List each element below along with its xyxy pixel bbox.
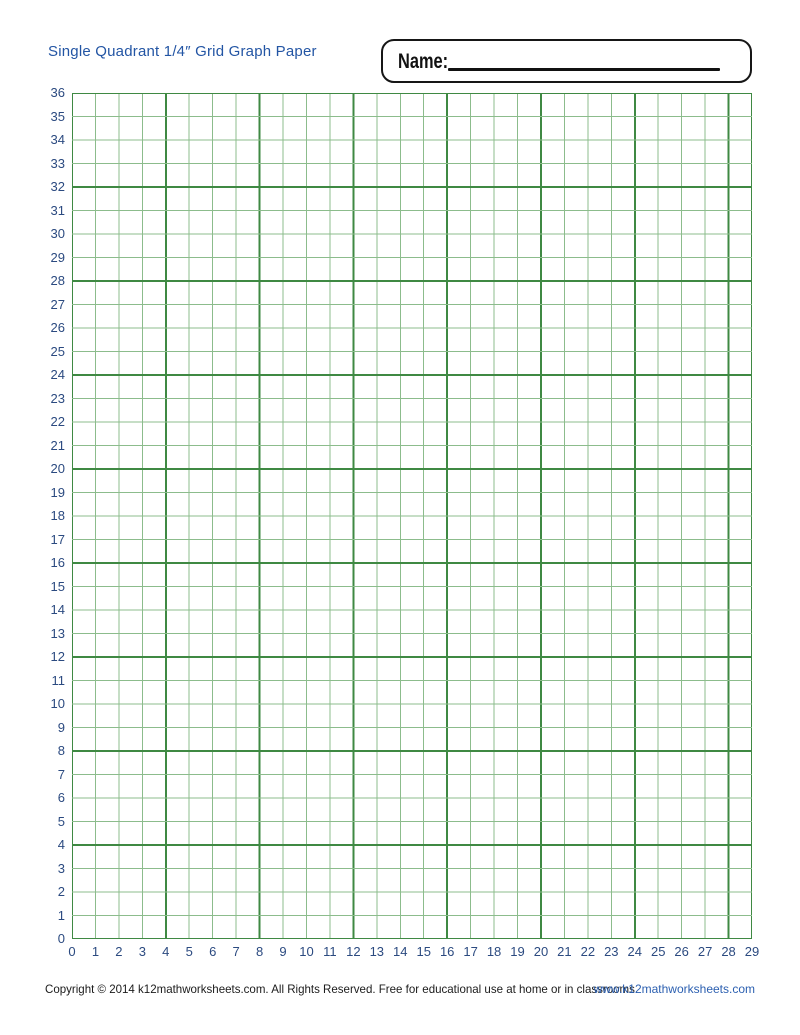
x-axis-label: 2	[115, 944, 123, 959]
y-axis-label: 28	[50, 273, 65, 288]
y-axis-label: 34	[50, 132, 65, 147]
x-axis-label: 17	[463, 944, 478, 959]
y-axis-label: 36	[50, 85, 65, 100]
x-axis-label: 15	[416, 944, 431, 959]
y-axis-label: 7	[57, 766, 65, 782]
y-axis-label: 32	[50, 179, 65, 194]
x-axis-label: 5	[185, 944, 193, 959]
y-axis-label: 17	[50, 531, 65, 547]
y-axis-label: 33	[50, 155, 65, 171]
x-axis-label: 29	[744, 944, 760, 959]
y-axis-label: 19	[50, 484, 65, 500]
y-axis-label: 26	[50, 320, 65, 335]
y-axis-label: 23	[50, 390, 65, 406]
x-axis-label: 9	[279, 944, 287, 959]
y-axis-label: 14	[50, 602, 65, 617]
y-axis-label: 10	[50, 696, 65, 711]
x-axis-label: 7	[232, 944, 240, 959]
x-axis-label: 21	[557, 944, 572, 959]
x-axis-label: 12	[346, 944, 361, 959]
x-axis-label: 6	[209, 944, 217, 959]
x-axis-label: 8	[255, 944, 264, 959]
x-axis-label: 4	[162, 944, 170, 959]
y-axis-label: 18	[50, 508, 65, 523]
x-axis-label: 0	[68, 944, 76, 959]
y-axis-label: 22	[50, 414, 65, 429]
name-label: Name:	[398, 50, 449, 73]
x-axis-label: 18	[486, 944, 502, 959]
y-axis-label: 29	[50, 249, 65, 265]
x-axis-label: 1	[91, 944, 100, 959]
x-axis-label: 27	[697, 944, 713, 959]
x-axis-label: 3	[138, 944, 146, 959]
name-box	[381, 39, 752, 83]
grid-svg	[72, 93, 752, 939]
y-axis-label: 1	[57, 907, 65, 923]
y-axis-label: 31	[50, 202, 65, 218]
x-axis-label: 24	[627, 944, 642, 959]
x-axis-label: 22	[580, 944, 596, 959]
y-axis-label: 13	[50, 625, 65, 641]
name-write-line	[448, 68, 720, 71]
x-axis-label: 11	[323, 944, 337, 959]
y-axis-label: 2	[57, 884, 65, 899]
copyright-text: Copyright © 2014 k12mathworksheets.com. All Rights Reserved. Free for educational use at home or in classrooms.	[45, 982, 639, 996]
y-axis-label: 6	[57, 790, 65, 805]
y-axis-label: 16	[50, 555, 65, 570]
x-axis-label: 19	[510, 944, 525, 959]
x-axis-label: 10	[299, 944, 314, 959]
x-axis-label: 16	[439, 944, 455, 959]
y-axis-label: 35	[50, 108, 65, 124]
x-axis-label: 14	[393, 944, 408, 959]
x-axis-label: 26	[674, 944, 689, 959]
y-axis-label: 4	[57, 837, 65, 852]
y-axis-label: 9	[57, 719, 65, 735]
y-axis-label: 3	[57, 860, 65, 876]
y-axis-label: 27	[50, 296, 65, 312]
y-axis-label: 8	[57, 743, 65, 758]
y-axis-label: 5	[57, 813, 65, 829]
y-axis-label: 30	[50, 226, 65, 241]
x-axis-label: 20	[533, 944, 549, 959]
x-axis-label: 13	[369, 944, 385, 959]
y-axis-label: 25	[50, 343, 65, 359]
y-axis-label: 15	[50, 578, 65, 594]
y-axis-label: 11	[51, 672, 65, 688]
x-axis-label: 23	[604, 944, 619, 959]
x-axis-label: 28	[721, 944, 736, 959]
y-axis-label: 0	[57, 931, 65, 946]
x-axis-label: 25	[650, 944, 666, 959]
y-axis-label: 12	[50, 649, 65, 664]
y-axis-label: 21	[50, 437, 65, 453]
page-title: Single Quadrant 1/4″ Grid Graph Paper	[48, 43, 317, 60]
y-axis-label: 20	[50, 461, 65, 476]
y-axis-label: 24	[50, 367, 65, 382]
website-link[interactable]: www.k12mathworksheets.com	[593, 982, 755, 996]
